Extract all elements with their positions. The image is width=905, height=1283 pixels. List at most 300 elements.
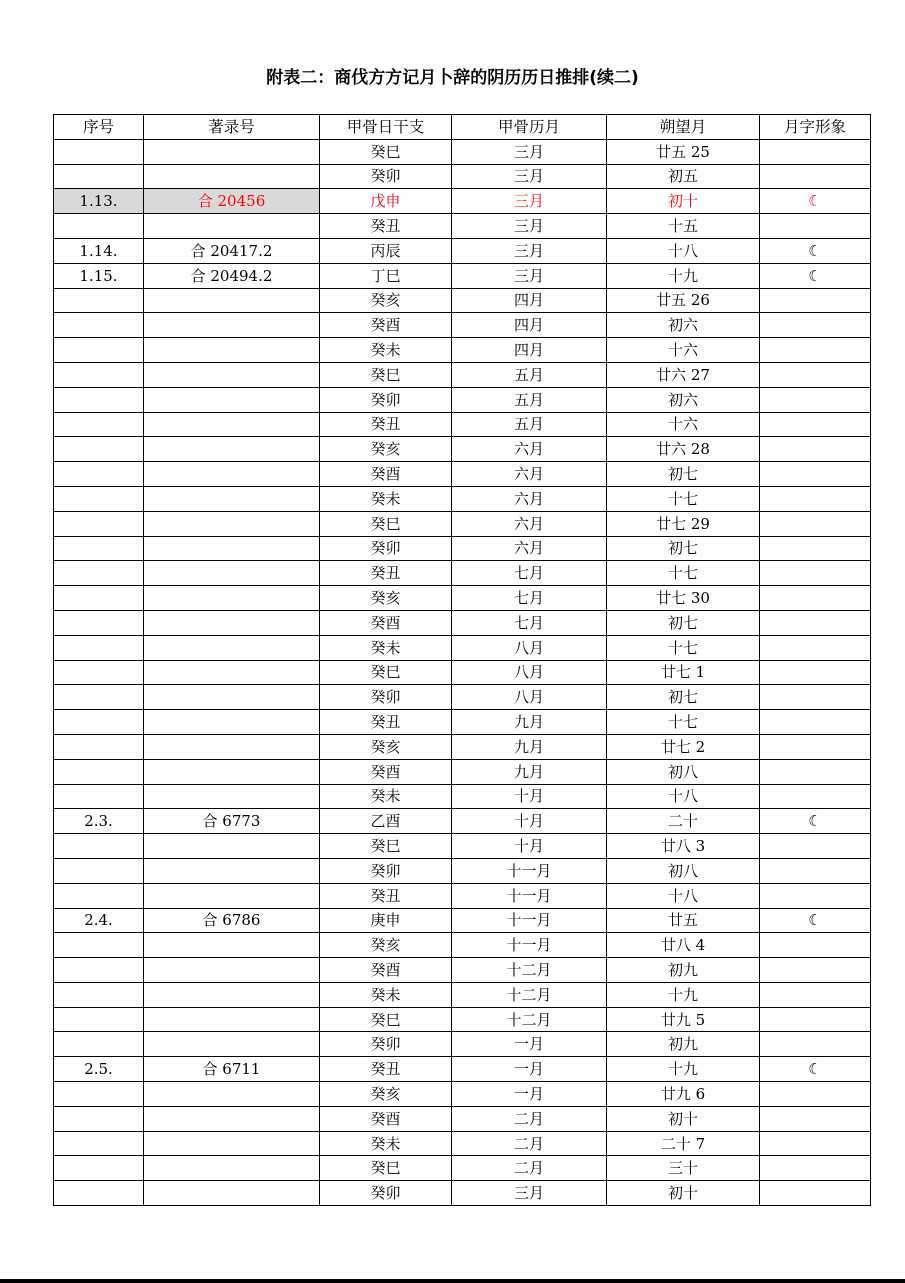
cell-lunar-month: 初七 (607, 610, 760, 635)
cell-oracle-month: 六月 (452, 536, 607, 561)
cell-ganzhi: 癸酉 (320, 462, 452, 487)
cell-oracle-month: 十月 (452, 809, 607, 834)
table-row (54, 263, 871, 288)
cell-seq (54, 561, 144, 586)
cell-ganzhi: 癸酉 (320, 1106, 452, 1131)
cell-moon-shape (760, 610, 871, 635)
cell-ganzhi: 癸亥 (320, 933, 452, 958)
cell-oracle-month: 十一月 (452, 858, 607, 883)
cell-record (144, 164, 320, 189)
cell-moon-shape (760, 586, 871, 611)
cell-lunar-month: 廿九 6 (607, 1082, 760, 1107)
cell-ganzhi: 癸卯 (320, 858, 452, 883)
cell-seq: 1.14. (54, 238, 144, 263)
cell-moon-shape (760, 387, 871, 412)
cell-moon-shape (760, 412, 871, 437)
cell-oracle-month: 八月 (452, 635, 607, 660)
cell-seq (54, 511, 144, 536)
cell-seq (54, 1156, 144, 1181)
cell-oracle-month: 九月 (452, 710, 607, 735)
cell-moon-shape (760, 933, 871, 958)
table-row (54, 536, 871, 561)
cell-seq: 2.3. (54, 809, 144, 834)
cell-seq (54, 1181, 144, 1206)
cell-record (144, 511, 320, 536)
cell-record: 合 6711 (144, 1057, 320, 1082)
cell-seq (54, 734, 144, 759)
cell-moon-shape (760, 338, 871, 363)
cell-lunar-month: 廿六 28 (607, 437, 760, 462)
cell-ganzhi: 癸丑 (320, 561, 452, 586)
table-row (54, 660, 871, 685)
cell-seq (54, 536, 144, 561)
cell-record (144, 734, 320, 759)
cell-record (144, 1082, 320, 1107)
cell-ganzhi: 丁巳 (320, 263, 452, 288)
cell-record (144, 586, 320, 611)
cell-moon-shape (760, 362, 871, 387)
table-row (54, 1181, 871, 1206)
cell-record (144, 288, 320, 313)
cell-moon-shape (760, 561, 871, 586)
cell-moon-shape (760, 1131, 871, 1156)
cell-lunar-month: 初九 (607, 958, 760, 983)
table-row (54, 883, 871, 908)
cell-lunar-month: 廿八 3 (607, 834, 760, 859)
table-row (54, 1007, 871, 1032)
cell-moon-shape (760, 462, 871, 487)
cell-record (144, 1131, 320, 1156)
cell-oracle-month: 十一月 (452, 933, 607, 958)
table-header-row (54, 115, 871, 140)
table-row (54, 561, 871, 586)
cell-moon-shape (760, 1106, 871, 1131)
cell-lunar-month: 十七 (607, 561, 760, 586)
cell-ganzhi: 丙辰 (320, 238, 452, 263)
cell-seq (54, 214, 144, 239)
cell-oracle-month: 六月 (452, 462, 607, 487)
cell-record (144, 462, 320, 487)
cell-seq (54, 685, 144, 710)
cell-moon-shape (760, 982, 871, 1007)
cell-lunar-month: 廿六 27 (607, 362, 760, 387)
cell-seq (54, 635, 144, 660)
cell-ganzhi: 戊申 (320, 189, 452, 214)
table-row (54, 313, 871, 338)
cell-moon-shape (760, 313, 871, 338)
table-row (54, 1106, 871, 1131)
table-row (54, 610, 871, 635)
cell-moon-shape (760, 288, 871, 313)
cell-record (144, 982, 320, 1007)
table-row (54, 933, 871, 958)
cell-lunar-month: 十六 (607, 338, 760, 363)
cell-moon-shape: ☾ (760, 238, 871, 263)
cell-lunar-month: 十八 (607, 883, 760, 908)
header-moon-shape: 月字形象 (760, 115, 871, 140)
cell-oracle-month: 四月 (452, 338, 607, 363)
cell-moon-shape (760, 486, 871, 511)
cell-moon-shape (760, 1181, 871, 1206)
table-row (54, 759, 871, 784)
cell-oracle-month: 七月 (452, 586, 607, 611)
cell-oracle-month: 十一月 (452, 883, 607, 908)
cell-record (144, 883, 320, 908)
cell-moon-shape (760, 635, 871, 660)
header-seq: 序号 (54, 115, 144, 140)
cell-moon-shape (760, 734, 871, 759)
table-row (54, 734, 871, 759)
cell-ganzhi: 庚申 (320, 908, 452, 933)
cell-seq (54, 164, 144, 189)
cell-ganzhi: 癸巳 (320, 139, 452, 164)
cell-lunar-month: 十九 (607, 982, 760, 1007)
cell-oracle-month: 三月 (452, 1181, 607, 1206)
cell-moon-shape (760, 660, 871, 685)
cell-record: 合 6773 (144, 809, 320, 834)
cell-lunar-month: 初七 (607, 536, 760, 561)
cell-ganzhi: 癸酉 (320, 759, 452, 784)
cell-seq (54, 1032, 144, 1057)
cell-seq (54, 858, 144, 883)
cell-oracle-month: 六月 (452, 511, 607, 536)
cell-moon-shape (760, 834, 871, 859)
cell-moon-shape (760, 958, 871, 983)
cell-ganzhi: 癸未 (320, 1131, 452, 1156)
cell-record (144, 834, 320, 859)
cell-lunar-month: 十八 (607, 238, 760, 263)
cell-record (144, 958, 320, 983)
table-row (54, 189, 871, 214)
header-ganzhi: 甲骨日干支 (320, 115, 452, 140)
cell-lunar-month: 廿九 5 (607, 1007, 760, 1032)
cell-ganzhi: 乙酉 (320, 809, 452, 834)
cell-moon-shape: ☾ (760, 189, 871, 214)
cell-ganzhi: 癸卯 (320, 1181, 452, 1206)
cell-record (144, 1007, 320, 1032)
cell-seq (54, 958, 144, 983)
cell-record (144, 1106, 320, 1131)
cell-seq (54, 1082, 144, 1107)
cell-moon-shape: ☾ (760, 1057, 871, 1082)
cell-lunar-month: 十七 (607, 486, 760, 511)
cell-seq (54, 660, 144, 685)
cell-record (144, 933, 320, 958)
cell-ganzhi: 癸丑 (320, 412, 452, 437)
cell-seq: 1.13. (54, 189, 144, 214)
cell-oracle-month: 三月 (452, 139, 607, 164)
cell-ganzhi: 癸卯 (320, 685, 452, 710)
cell-record (144, 610, 320, 635)
cell-oracle-month: 十月 (452, 834, 607, 859)
cell-lunar-month: 初八 (607, 858, 760, 883)
cell-oracle-month: 四月 (452, 313, 607, 338)
table-row (54, 1032, 871, 1057)
cell-oracle-month: 一月 (452, 1057, 607, 1082)
cell-lunar-month: 廿八 4 (607, 933, 760, 958)
cell-seq: 1.15. (54, 263, 144, 288)
cell-oracle-month: 五月 (452, 387, 607, 412)
cell-moon-shape (760, 1007, 871, 1032)
cell-seq (54, 883, 144, 908)
cell-record (144, 387, 320, 412)
cell-seq (54, 834, 144, 859)
cell-lunar-month: 三十 (607, 1156, 760, 1181)
table-row (54, 462, 871, 487)
cell-oracle-month: 一月 (452, 1032, 607, 1057)
cell-record: 合 20494.2 (144, 263, 320, 288)
cell-lunar-month: 十七 (607, 710, 760, 735)
cell-record (144, 685, 320, 710)
cell-seq (54, 759, 144, 784)
cell-moon-shape (760, 1082, 871, 1107)
cell-lunar-month: 廿七 30 (607, 586, 760, 611)
cell-moon-shape (760, 710, 871, 735)
cell-record (144, 660, 320, 685)
cell-seq (54, 387, 144, 412)
cell-seq (54, 610, 144, 635)
cell-record: 合 20456 (144, 189, 320, 214)
cell-ganzhi: 癸卯 (320, 1032, 452, 1057)
cell-lunar-month: 初六 (607, 313, 760, 338)
cell-seq (54, 982, 144, 1007)
cell-oracle-month: 三月 (452, 263, 607, 288)
header-oracle-month: 甲骨历月 (452, 115, 607, 140)
cell-ganzhi: 癸亥 (320, 734, 452, 759)
cell-moon-shape (760, 164, 871, 189)
cell-oracle-month: 八月 (452, 660, 607, 685)
cell-moon-shape (760, 536, 871, 561)
table-row (54, 710, 871, 735)
cell-oracle-month: 六月 (452, 437, 607, 462)
cell-ganzhi: 癸卯 (320, 536, 452, 561)
cell-moon-shape (760, 511, 871, 536)
cell-record (144, 437, 320, 462)
table-row (54, 982, 871, 1007)
cell-moon-shape (760, 437, 871, 462)
cell-oracle-month: 二月 (452, 1106, 607, 1131)
cell-lunar-month: 初七 (607, 685, 760, 710)
cell-oracle-month: 五月 (452, 412, 607, 437)
cell-moon-shape (760, 759, 871, 784)
table-row (54, 362, 871, 387)
cell-ganzhi: 癸丑 (320, 883, 452, 908)
cell-lunar-month: 初六 (607, 387, 760, 412)
cell-lunar-month: 十九 (607, 1057, 760, 1082)
cell-oracle-month: 十月 (452, 784, 607, 809)
cell-record (144, 536, 320, 561)
cell-moon-shape (760, 1156, 871, 1181)
cell-ganzhi: 癸巳 (320, 1007, 452, 1032)
table-row (54, 958, 871, 983)
cell-ganzhi: 癸巳 (320, 511, 452, 536)
cell-seq (54, 338, 144, 363)
cell-ganzhi: 癸卯 (320, 164, 452, 189)
cell-moon-shape (760, 214, 871, 239)
cell-oracle-month: 二月 (452, 1156, 607, 1181)
table-row (54, 1082, 871, 1107)
cell-ganzhi: 癸丑 (320, 710, 452, 735)
cell-lunar-month: 廿七 2 (607, 734, 760, 759)
cell-seq (54, 313, 144, 338)
cell-record (144, 362, 320, 387)
table-row (54, 834, 871, 859)
cell-lunar-month: 二十 (607, 809, 760, 834)
cell-seq: 2.4. (54, 908, 144, 933)
cell-lunar-month: 初九 (607, 1032, 760, 1057)
cell-seq (54, 586, 144, 611)
cell-ganzhi: 癸丑 (320, 1057, 452, 1082)
cell-lunar-month: 初十 (607, 1106, 760, 1131)
cell-lunar-month: 初十 (607, 1181, 760, 1206)
cell-moon-shape (760, 858, 871, 883)
cell-ganzhi: 癸酉 (320, 958, 452, 983)
cell-record (144, 412, 320, 437)
cell-lunar-month: 二十 7 (607, 1131, 760, 1156)
cell-record (144, 759, 320, 784)
page-bottom-rule (0, 1279, 905, 1283)
cell-oracle-month: 七月 (452, 610, 607, 635)
cell-seq (54, 462, 144, 487)
table-row (54, 412, 871, 437)
cell-lunar-month: 初七 (607, 462, 760, 487)
table-row (54, 1131, 871, 1156)
cell-seq (54, 933, 144, 958)
cell-seq (54, 362, 144, 387)
cell-oracle-month: 二月 (452, 1131, 607, 1156)
table-row (54, 635, 871, 660)
cell-ganzhi: 癸巳 (320, 1156, 452, 1181)
cell-oracle-month: 三月 (452, 214, 607, 239)
cell-oracle-month: 十二月 (452, 982, 607, 1007)
cell-lunar-month: 初十 (607, 189, 760, 214)
table-row (54, 238, 871, 263)
table-row (54, 486, 871, 511)
cell-oracle-month: 三月 (452, 238, 607, 263)
cell-lunar-month: 廿七 1 (607, 660, 760, 685)
cell-lunar-month: 廿五 26 (607, 288, 760, 313)
cell-oracle-month: 八月 (452, 685, 607, 710)
cell-record: 合 20417.2 (144, 238, 320, 263)
cell-record (144, 635, 320, 660)
cell-oracle-month: 六月 (452, 486, 607, 511)
cell-lunar-month: 十六 (607, 412, 760, 437)
cell-ganzhi: 癸卯 (320, 387, 452, 412)
table-row (54, 214, 871, 239)
cell-ganzhi: 癸亥 (320, 288, 452, 313)
cell-lunar-month: 初八 (607, 759, 760, 784)
cell-ganzhi: 癸亥 (320, 586, 452, 611)
cell-oracle-month: 五月 (452, 362, 607, 387)
cell-moon-shape: ☾ (760, 263, 871, 288)
cell-moon-shape (760, 1032, 871, 1057)
cell-oracle-month: 三月 (452, 189, 607, 214)
cell-ganzhi: 癸未 (320, 338, 452, 363)
cell-ganzhi: 癸亥 (320, 1082, 452, 1107)
cell-seq (54, 784, 144, 809)
cell-ganzhi: 癸丑 (320, 214, 452, 239)
table-row (54, 139, 871, 164)
cell-seq (54, 486, 144, 511)
cell-seq: 2.5. (54, 1057, 144, 1082)
cell-seq (54, 1131, 144, 1156)
cell-oracle-month: 三月 (452, 164, 607, 189)
cell-ganzhi: 癸酉 (320, 610, 452, 635)
table-row (54, 164, 871, 189)
cell-ganzhi: 癸未 (320, 982, 452, 1007)
cell-seq (54, 437, 144, 462)
cell-record: 合 6786 (144, 908, 320, 933)
cell-oracle-month: 一月 (452, 1082, 607, 1107)
cell-ganzhi: 癸酉 (320, 313, 452, 338)
page-title: 附表二：商伐方方记月卜辞的阴历历日推排(续二) (266, 68, 639, 88)
cell-oracle-month: 九月 (452, 759, 607, 784)
cell-lunar-month: 十九 (607, 263, 760, 288)
cell-lunar-month: 十八 (607, 784, 760, 809)
cell-record (144, 1156, 320, 1181)
cell-record (144, 1181, 320, 1206)
cell-ganzhi: 癸未 (320, 486, 452, 511)
cell-oracle-month: 十二月 (452, 958, 607, 983)
table-row (54, 809, 871, 834)
table-row (54, 586, 871, 611)
cell-oracle-month: 十二月 (452, 1007, 607, 1032)
table-row (54, 1156, 871, 1181)
table-row (54, 288, 871, 313)
cell-record (144, 214, 320, 239)
cell-moon-shape (760, 883, 871, 908)
cell-record (144, 338, 320, 363)
cell-lunar-month: 十五 (607, 214, 760, 239)
cell-moon-shape: ☾ (760, 908, 871, 933)
cell-seq (54, 412, 144, 437)
cell-record (144, 139, 320, 164)
cell-record (144, 561, 320, 586)
table-row (54, 908, 871, 933)
cell-ganzhi: 癸亥 (320, 437, 452, 462)
table-row (54, 437, 871, 462)
table-row (54, 1057, 871, 1082)
cell-record (144, 710, 320, 735)
cell-lunar-month: 廿五 (607, 908, 760, 933)
cell-lunar-month: 初五 (607, 164, 760, 189)
cell-lunar-month: 十七 (607, 635, 760, 660)
cell-ganzhi: 癸未 (320, 784, 452, 809)
cell-moon-shape (760, 685, 871, 710)
cell-oracle-month: 七月 (452, 561, 607, 586)
cell-record (144, 313, 320, 338)
cell-record (144, 1032, 320, 1057)
table-row (54, 784, 871, 809)
table-row (54, 685, 871, 710)
cell-record (144, 486, 320, 511)
cell-seq (54, 288, 144, 313)
header-lunar-month: 朔望月 (607, 115, 760, 140)
cell-seq (54, 710, 144, 735)
table-row (54, 387, 871, 412)
cell-seq (54, 1106, 144, 1131)
table-row (54, 338, 871, 363)
cell-lunar-month: 廿七 29 (607, 511, 760, 536)
cell-oracle-month: 四月 (452, 288, 607, 313)
table-row (54, 511, 871, 536)
cell-moon-shape: ☾ (760, 809, 871, 834)
cell-ganzhi: 癸巳 (320, 362, 452, 387)
cell-oracle-month: 九月 (452, 734, 607, 759)
cell-oracle-month: 十一月 (452, 908, 607, 933)
table-row (54, 858, 871, 883)
cell-moon-shape (760, 139, 871, 164)
